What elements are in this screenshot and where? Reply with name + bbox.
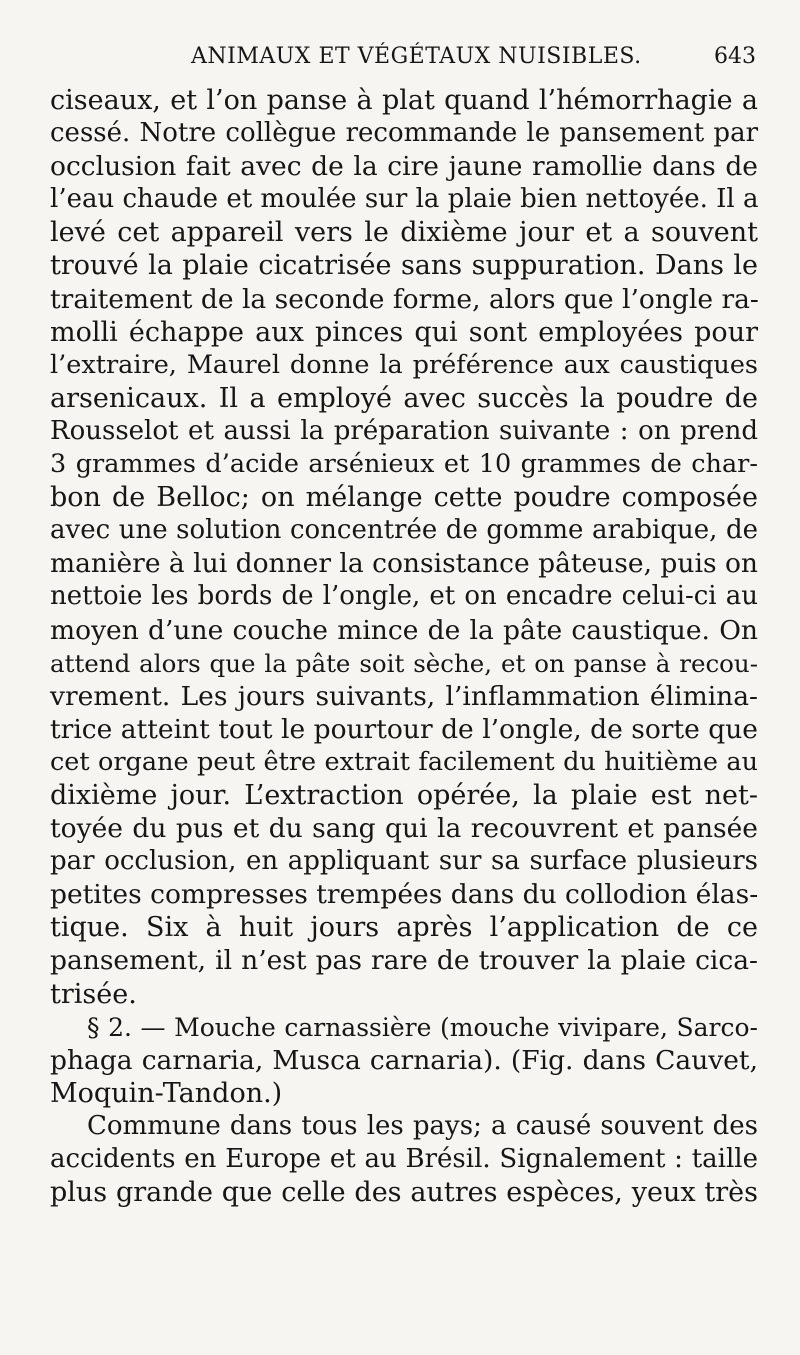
text-line: toyée du pus et du sang qui la recouvrent et pansée: [50, 813, 758, 845]
section-heading-line: § 2. — Mouche carnassière (mouche vivipare, Sarco-: [87, 1012, 758, 1042]
text-line: bon de Belloc; on mélange cette poudre composée: [50, 482, 758, 514]
text-line: levé cet appareil vers le dixième jour et a souvent: [50, 217, 758, 249]
text-line: Commune dans tous les pays; a causé souvent des: [87, 1110, 758, 1141]
paragraph: [50, 1110, 758, 1209]
text-line: cet organe peut être extrait facilement du huitième au: [50, 746, 758, 777]
text-line: moyen d’une couche mince de la pâte caustique. On: [50, 614, 758, 646]
text-line: Rousselot et aussi la préparation suivante : on prend: [50, 415, 758, 446]
text-line: occlusion fait avec de la cire jaune ramollie dans de: [50, 151, 758, 183]
text-line: plus grande que celle des autres espèces, yeux très: [50, 1177, 758, 1209]
text-line: Moquin-Tandon.): [50, 1077, 283, 1109]
section-heading-paragraph: [50, 1011, 758, 1110]
text-line: arsenicaux. Il a employé avec succès la poudre de: [50, 382, 758, 414]
text-line: l’eau chaude et moulée sur la plaie bien nettoyée. Il a: [50, 184, 759, 215]
text-line: pansement, il n’est pas rare de trouver la plaie cica-: [50, 945, 758, 977]
text-line: tique. Six à huit jours après l’application de ce: [50, 912, 758, 944]
text-line: avec une solution concentrée de gomme arabique, de: [50, 515, 758, 546]
page-header: [56, 44, 756, 78]
text-line: dixième jour. L’extraction opérée, la plaie est net-: [50, 779, 758, 811]
text-line: manière à lui donner la consistance pâteuse, puis on: [50, 548, 758, 580]
text-line: trouvé la plaie cicatrisée sans suppuration. Dans le: [50, 250, 758, 282]
text-line: trisée.: [50, 978, 137, 1010]
text-line: phaga carnaria, Musca carnaria). (Fig. dans Cauvet,: [50, 1044, 758, 1076]
text-line: attend alors que la pâte soit sèche, et on panse à recou-: [50, 648, 758, 678]
text-line: 3 grammes d’acide arsénieux et 10 grammes de char-: [50, 449, 758, 480]
text-line: trice atteint tout le pourtour de l’ongle, de sorte que: [50, 713, 758, 745]
text-line: cessé. Notre collègue recommande le pansement par: [50, 118, 758, 149]
text-line: molli échappe aux pinces qui sont employées pour: [50, 316, 758, 348]
text-line: nettoie les bords de l’ongle, et on encadre celui-ci au: [50, 581, 758, 612]
text-line: ciseaux, et l’on panse à plat quand l’hémorrhagie a: [50, 85, 758, 116]
text-line: par occlusion, en appliquant sur sa surface plusieurs: [50, 846, 758, 877]
page-number: 643: [714, 44, 756, 69]
paragraph: [50, 84, 758, 1011]
text-line: petites compresses trempées dans du collodion élas-: [50, 879, 759, 911]
text-line: l’extraire, Maurel donne la préférence aux caustiques: [50, 349, 758, 380]
page-body: [50, 84, 758, 1209]
text-line: accidents en Europe et au Brésil. Signalement : taille: [50, 1144, 758, 1174]
text-line: vrement. Les jours suivants, l’inflammation élimina-: [50, 680, 758, 712]
running-title: ANIMAUX ET VÉGÉTAUX NUISIBLES.: [191, 44, 642, 69]
text-line: traitement de la seconde forme, alors que l’ongle ra-: [50, 283, 759, 315]
